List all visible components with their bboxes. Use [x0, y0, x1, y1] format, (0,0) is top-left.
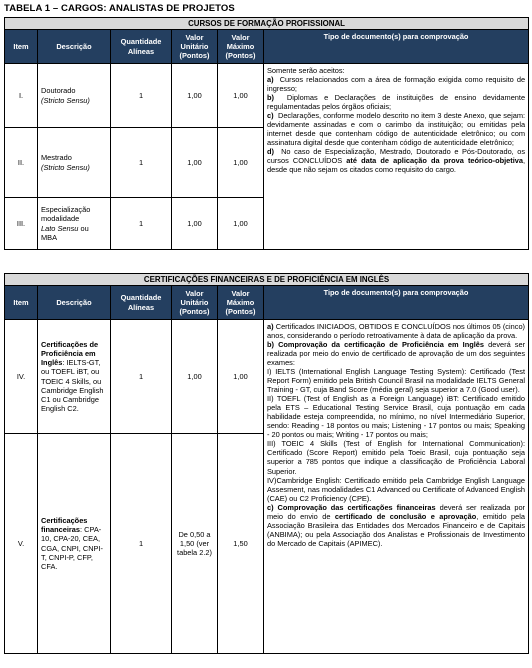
row-valor-maximo: 1,00: [218, 64, 264, 128]
col-header-tipo: Tipo de documento(s) para comprovação: [264, 30, 529, 64]
table-row: [5, 320, 529, 434]
row-descricao: [38, 198, 111, 250]
desc-rest: : CPA-10, CPA-20, CEA, CGA, CNPI, CNPI-T, CNPI-P, CFP, CFA.: [41, 525, 104, 571]
row-item: V.: [5, 434, 38, 654]
col-header-valor-unitario: Valor Unitário (Pontos): [172, 30, 218, 64]
col-header-valor-maximo: Valor Máximo (Pontos): [218, 286, 264, 320]
desc-tail: MBA: [41, 232, 58, 242]
row-descricao: [38, 64, 111, 128]
tipo-d-label: d): [267, 147, 274, 157]
tipo-c-label: c): [267, 502, 274, 512]
row-valor-unitario: 1,00: [172, 320, 218, 434]
desc-italic: (Stricto Sensu): [41, 95, 90, 105]
row-valor-unitario: De 0,50 a 1,50 (ver tabela 2.2): [172, 434, 218, 654]
desc-rest: : IELTS-GT, ou TOEFL iBT, ou TOEIC 4 Skills, ou Cambridge English C1 ou Cambridge English C2.: [41, 358, 104, 413]
tipo-c-bold1: Comprovação das certificações financeiras: [277, 502, 436, 512]
tipo-b-text: Diplomas e Declarações de instituições de ensino devidamente regulamentadas pelos órgãos oficiais;: [267, 93, 526, 112]
tipo-d-text1: No caso de Especialização, Mestrado, Doutorado e Pós-Doutorado, os cursos CONCLUÍDOS: [267, 147, 526, 166]
tipo-toeic: III) TOEIC 4 Skills (Test of English for International Communication): Certificado (Score Report) emitido pela Toeic Brasil, cuja pontuação seja superior a 785 pontos que indique a classificação de Proficiência Laboral Superior.: [267, 439, 526, 476]
tipo-b-label: b): [267, 93, 274, 103]
tipo-toefl: II) TOEFL (Test of English as a Foreign Language) iBT: Certificado emitido pela ETS – Educational Testing Service Brasil, cuja pontuação em cada habilidade esteja compreendida, no mínimo, no nível Intermediário Superior, sendo: Reading - 18 pontos ou mais; Listening - 17 pontos ou mais; Speaking - 20 pontos ou mais; Writing - 17 pontos ou mais;: [267, 394, 526, 440]
col-header-item: Item: [5, 30, 38, 64]
col-header-descricao: Descrição: [38, 30, 111, 64]
desc-italic: Lato Sensu: [41, 223, 79, 233]
row-quantidade: 1: [111, 434, 172, 654]
row-valor-maximo: 1,00: [218, 198, 264, 250]
tipo-c-label: c): [267, 111, 274, 121]
row-descricao: [38, 434, 111, 654]
desc-italic: (Stricto Sensu): [41, 162, 90, 172]
tipo-c-text1: deverá ser realizada por meio do envio de: [267, 502, 526, 521]
tipo-b-text: deverá ser realizada por meio do envio de certificado de aprovação de um dos seguintes exames:: [267, 340, 526, 368]
tipo-b-bold: Comprovação da certificação de Proficiência em Inglês: [278, 340, 485, 350]
table-row: [5, 64, 529, 128]
row-valor-unitario: 1,00: [172, 128, 218, 198]
tipo-b-label: b): [267, 340, 274, 350]
tipo-c-text2: , emitido pela Associação Brasileira das Entidades dos Mercados Financeiro e de Capitais (ANBIMA); ou pela Associação dos Analistas e Profissionais de Investimento do Mercado de Capitais (APIMEC).: [267, 511, 526, 548]
tipo-documento-certificacoes: [264, 320, 529, 654]
section-heading-formacao: CURSOS DE FORMAÇÃO PROFISSIONAL: [5, 18, 529, 30]
row-item: IV.: [5, 320, 38, 434]
tipo-d-bold: até data de aplicação da prova teórico-objetiva: [346, 156, 523, 166]
tipo-a-label: a): [267, 75, 274, 85]
desc-bold: Certificações de Proficiência em Inglês: [41, 340, 99, 368]
row-descricao: [38, 128, 111, 198]
row-quantidade: 1: [111, 198, 172, 250]
table-certificacoes: [4, 273, 529, 654]
row-valor-unitario: 1,00: [172, 198, 218, 250]
tipo-ielts: I) IELTS (International English Language Testing System): Certificado (Test Report Form) emitido pela British Council Brasil na modalidade IELTS General Training - GT, cuja Band Score (média geral) seja superior a 7.0 (Good user).: [267, 367, 526, 395]
tipo-c-bold2: certificado de conclusão e aprovação: [334, 511, 477, 521]
table-title: TABELA 1 – CARGOS: ANALISTAS DE PROJETOS: [4, 3, 235, 14]
desc-main: Mestrado: [41, 153, 72, 163]
desc-main: Especialização modalidade: [41, 205, 91, 224]
row-item: II.: [5, 128, 38, 198]
tipo-a-text: Certificados INICIADOS, OBTIDOS E CONCLUÍDOS nos últimos 05 (cinco) anos, considerando o período retroativamente à data de aplicação da prova.: [267, 322, 526, 341]
desc-main: Doutorado: [41, 86, 76, 96]
tipo-a-label: a): [267, 322, 274, 331]
col-header-quantidade: Quantidade Alíneas: [111, 30, 172, 64]
tipo-c-text: Declarações, conforme modelo descrito no item 3 deste Anexo, que sejam: devidamente assinadas e com o carimbo da instituição; ou emitidas pela internet desde que contenham código de autenticidade eletrônico; ou com assinatura digital desde que contenham código de autenticidade eletrônico;: [267, 111, 526, 148]
tipo-documento-formacao: [264, 64, 529, 250]
row-quantidade: 1: [111, 128, 172, 198]
section-heading-certificacoes: CERTIFICAÇÕES FINANCEIRAS E DE PROFICIÊNCIA EM INGLÊS: [5, 274, 529, 286]
row-valor-maximo: 1,00: [218, 320, 264, 434]
col-header-valor-maximo: Valor Máximo (Pontos): [218, 30, 264, 64]
col-header-descricao: Descrição: [38, 286, 111, 320]
col-header-tipo: Tipo de documento(s) para comprovação: [264, 286, 529, 320]
col-header-valor-unitario: Valor Unitário (Pontos): [172, 286, 218, 320]
tipo-cambridge: IV)Cambridge English: Certificado emitido pela Cambridge English Language Assesment, nas modalidades C1 Advanced ou Certificate of Advanced English (CAE) ou C2 Proficiency (CPE).: [267, 475, 526, 503]
row-valor-unitario: 1,00: [172, 64, 218, 128]
tipo-intro: Somente serão aceitos:: [267, 66, 345, 75]
col-header-quantidade: Quantidade Alíneas: [111, 286, 172, 320]
row-quantidade: 1: [111, 64, 172, 128]
row-valor-maximo: 1,00: [218, 128, 264, 198]
row-quantidade: 1: [111, 320, 172, 434]
table-formacao-profissional: [4, 17, 529, 250]
row-descricao: [38, 320, 111, 434]
row-valor-maximo: 1,50: [218, 434, 264, 654]
row-item: III.: [5, 198, 38, 250]
col-header-item: Item: [5, 286, 38, 320]
row-item: I.: [5, 64, 38, 128]
desc-bold: Certificações financeiras: [41, 516, 88, 535]
tipo-d-text2: , desde que não sejam os citados como requisito do cargo.: [267, 156, 526, 175]
tipo-a-text: Cursos relacionados com a área de formação exigida como requisito de ingresso;: [267, 75, 526, 94]
desc-tail: ou: [78, 223, 89, 233]
